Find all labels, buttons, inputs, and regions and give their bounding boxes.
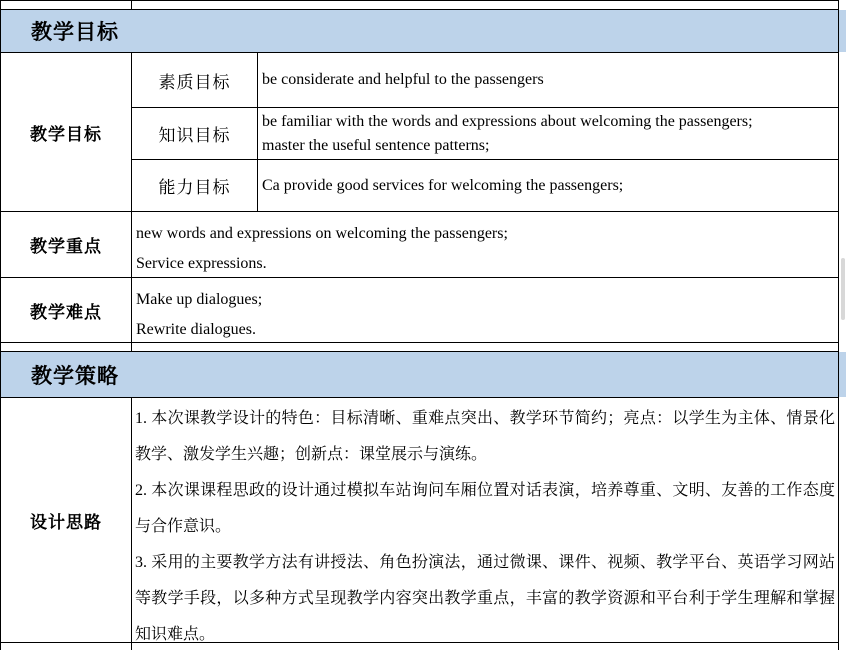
- content-line: Ca provide good services for welcoming the passengers;: [262, 176, 624, 194]
- knowledge-objective-content: [258, 108, 838, 159]
- content-line: be familiar with the words and expressions about welcoming the passengers;: [262, 112, 753, 130]
- key-points-content: [132, 212, 838, 277]
- header-bleed-strategy: [839, 352, 846, 397]
- section-header-strategy: [1, 352, 838, 398]
- partial-cell: [132, 643, 838, 650]
- content-line: be considerate and helpful to the passengers: [262, 71, 544, 88]
- key-points-label: 教学重点: [1, 212, 132, 277]
- spacer-cell: [1, 343, 132, 351]
- spacer-cell: [132, 343, 838, 351]
- knowledge-objective-label: 知识目标: [132, 108, 258, 159]
- design-paragraph-3: 3. 采用的主要教学方法有讲授法、角色扮演法，通过微课、课件、视频、教学平台、英语学习网站等教学手段，以多种方式呈现教学内容突出教学重点，丰富的教学资源和平台利于学生理解和掌握知识难点。: [135, 554, 835, 643]
- ability-objective-content: [258, 160, 838, 211]
- header-bleed-objectives: [839, 10, 846, 52]
- table-row-difficulties: [1, 278, 838, 343]
- ability-objective-label: 能力目标: [132, 160, 258, 211]
- table-row-key-points: [1, 212, 838, 278]
- difficulties-label: 教学难点: [1, 278, 132, 342]
- partial-cell: [132, 1, 838, 9]
- design-ideas-label: 设计思路: [1, 398, 132, 642]
- scrollbar-thumb[interactable]: [841, 258, 845, 320]
- design-ideas-content: [132, 398, 838, 642]
- section-title-strategy: 教学策略: [31, 364, 119, 388]
- table-row-quality-objective: [132, 53, 838, 108]
- table-row-bottom-partial: [1, 643, 838, 650]
- content-line: Make up dialogues;: [136, 291, 263, 308]
- table-row-top-partial: [1, 0, 838, 10]
- section-title-objectives: 教学目标: [31, 21, 119, 44]
- table-row-ability-objective: [132, 160, 838, 211]
- partial-cell: [1, 643, 132, 650]
- design-paragraph-2: 2. 本次课课程思政的设计通过模拟车站询问车厢位置对话表演，培养尊重、文明、友善的工作态度与合作意识。: [135, 482, 835, 535]
- objectives-block: [1, 53, 838, 212]
- section-header-objectives: [1, 10, 838, 53]
- content-line: Rewrite dialogues.: [136, 320, 256, 338]
- quality-objective-label: 素质目标: [132, 53, 258, 107]
- difficulties-content: [132, 278, 838, 342]
- design-paragraph-1: 1. 本次课教学设计的特色：目标清晰、重难点突出、教学环节简约；亮点：以学生为主体、情景化教学、激发学生兴趣；创新点：课堂展示与演练。: [135, 410, 835, 463]
- partial-cell: [1, 1, 132, 9]
- objectives-merged-label: 教学目标: [1, 53, 132, 211]
- content-line: master the useful sentence patterns;: [262, 136, 490, 154]
- objectives-subrows: [132, 53, 838, 211]
- quality-objective-content: [258, 53, 838, 107]
- table-row-knowledge-objective: [132, 108, 838, 160]
- table-row-design-ideas: [1, 398, 838, 643]
- content-line: new words and expressions on welcoming the passengers;: [136, 225, 508, 242]
- content-line: Service expressions.: [136, 255, 267, 272]
- table-row-spacer: [1, 343, 838, 352]
